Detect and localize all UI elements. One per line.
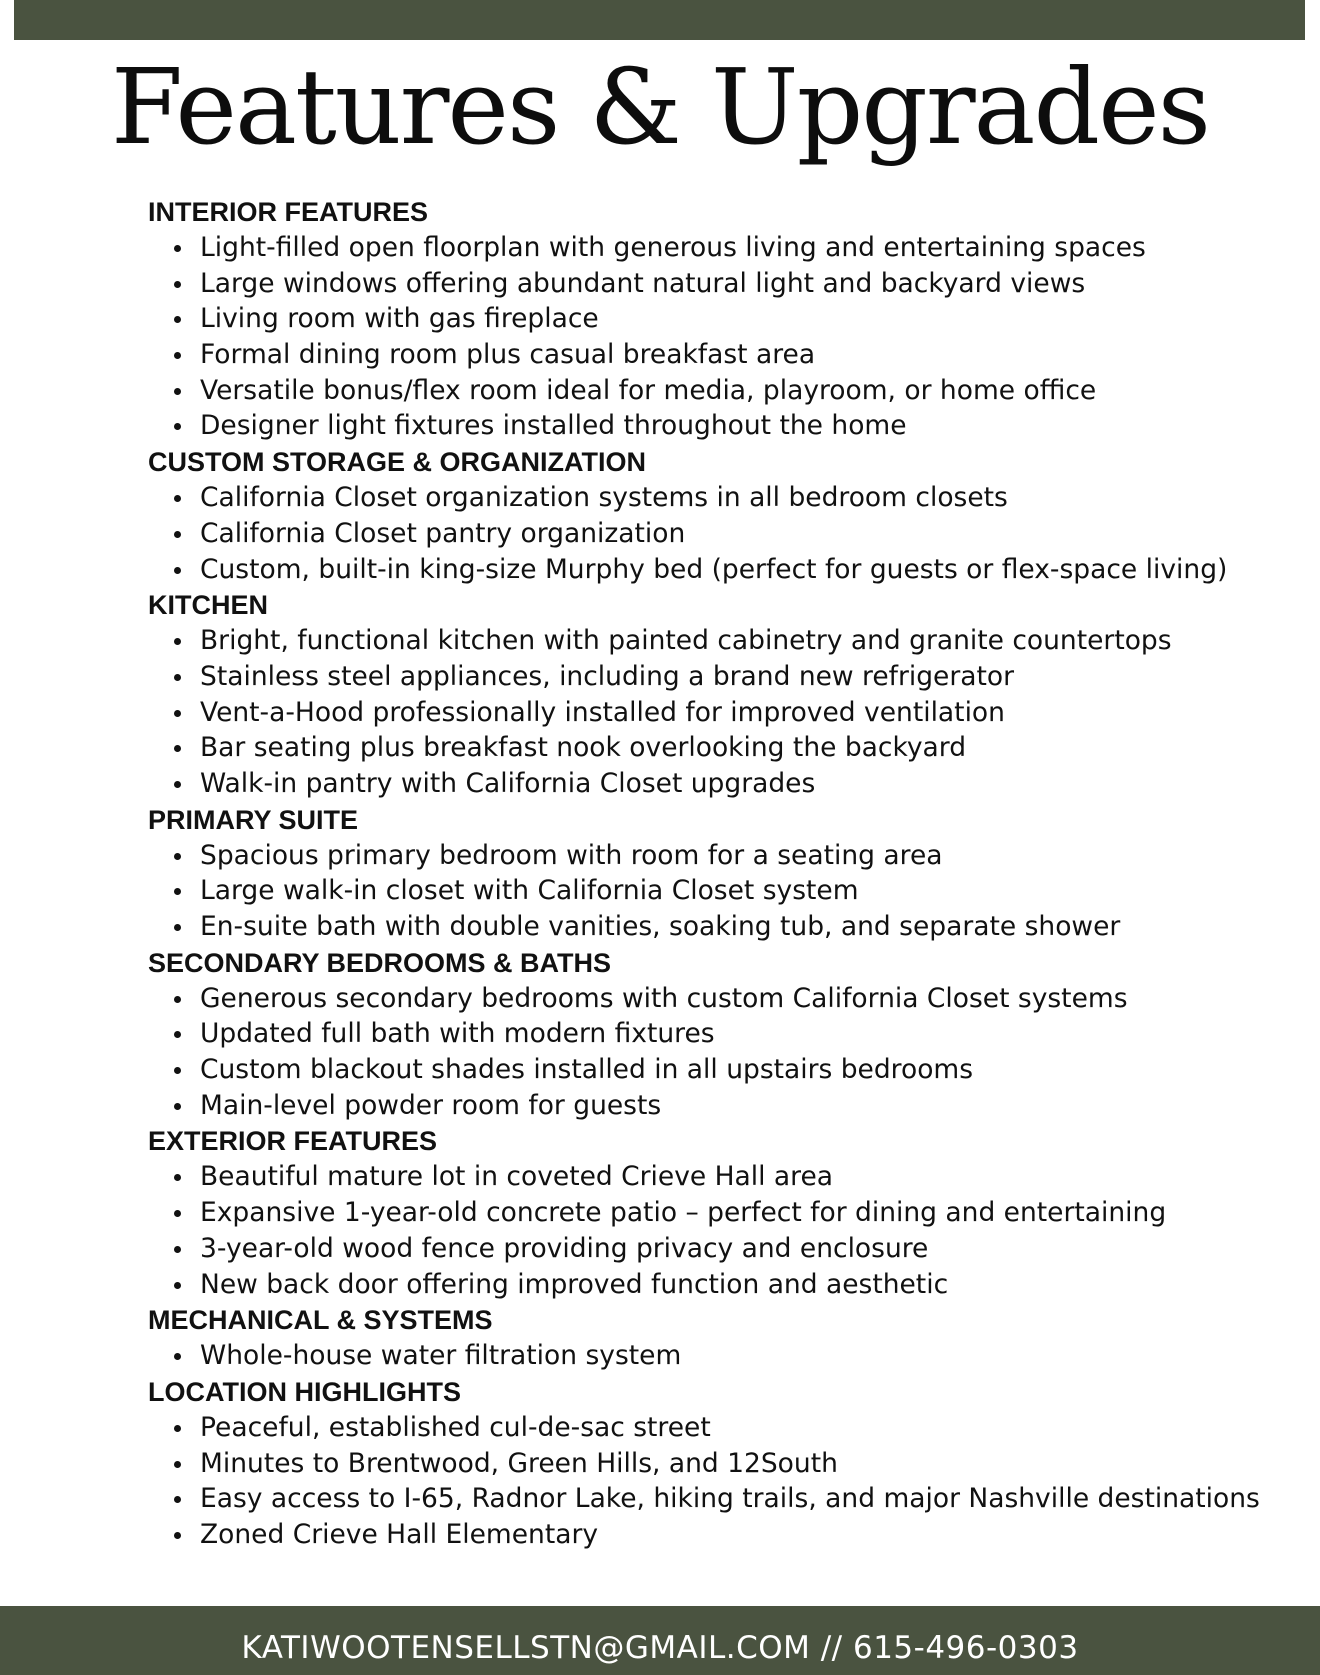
list-item: Zoned Crieve Hall Elementary bbox=[148, 1517, 1268, 1553]
list-item: Large windows offering abundant natural light and backyard views bbox=[148, 266, 1268, 302]
list-item: Main-level powder room for guests bbox=[148, 1088, 1268, 1124]
list-item: Large walk-in closet with California Closet system bbox=[148, 873, 1268, 909]
list-item: Generous secondary bedrooms with custom California Closet systems bbox=[148, 981, 1268, 1017]
section-item-list bbox=[148, 981, 1268, 1124]
footer-contact: KATIWOOTENSELLSTN@GMAIL.COM // 615-496-0303 bbox=[241, 1630, 1079, 1666]
list-item: Beautiful mature lot in coveted Crieve Hall area bbox=[148, 1159, 1268, 1195]
list-item: Vent-a-Hood professionally installed for improved ventilation bbox=[148, 695, 1268, 731]
list-item: Stainless steel appliances, including a brand new refrigerator bbox=[148, 659, 1268, 695]
section-heading: MECHANICAL & SYSTEMS bbox=[148, 1305, 493, 1336]
section-item-list bbox=[148, 480, 1268, 587]
list-item: Custom, built-in king-size Murphy bed (perfect for guests or flex-space living) bbox=[148, 552, 1268, 588]
list-item: Expansive 1-year-old concrete patio – perfect for dining and entertaining bbox=[148, 1195, 1268, 1231]
list-item: Bright, functional kitchen with painted cabinetry and granite countertops bbox=[148, 623, 1268, 659]
section-item-list bbox=[148, 623, 1268, 801]
list-item: En-suite bath with double vanities, soaking tub, and separate shower bbox=[148, 909, 1268, 945]
list-item: New back door offering improved function and aesthetic bbox=[148, 1267, 1268, 1303]
list-item: Custom blackout shades installed in all upstairs bedrooms bbox=[148, 1052, 1268, 1088]
list-item: Spacious primary bedroom with room for a seating area bbox=[148, 838, 1268, 874]
section-heading: SECONDARY BEDROOMS & BATHS bbox=[148, 947, 612, 978]
list-item: Easy access to I-65, Radnor Lake, hiking trails, and major Nashville destinations bbox=[148, 1481, 1268, 1517]
list-item: Bar seating plus breakfast nook overlooking the backyard bbox=[148, 730, 1268, 766]
list-item: Designer light fixtures installed throughout the home bbox=[148, 408, 1268, 444]
section-item-list bbox=[148, 838, 1268, 945]
section-heading: EXTERIOR FEATURES bbox=[148, 1126, 438, 1157]
list-item: California Closet pantry organization bbox=[148, 516, 1268, 552]
section-heading: KITCHEN bbox=[148, 590, 268, 621]
list-item: Peaceful, established cul-de-sac street bbox=[148, 1410, 1268, 1446]
list-item: Versatile bonus/flex room ideal for media, playroom, or home office bbox=[148, 373, 1268, 409]
page-title: Features & Upgrades bbox=[110, 46, 1210, 168]
list-item: 3-year-old wood fence providing privacy and enclosure bbox=[148, 1231, 1268, 1267]
section-heading: LOCATION HIGHLIGHTS bbox=[148, 1376, 461, 1407]
list-item: Minutes to Brentwood, Green Hills, and 12South bbox=[148, 1446, 1268, 1482]
section-heading: INTERIOR FEATURES bbox=[148, 197, 429, 227]
list-item: Living room with gas fireplace bbox=[148, 301, 1268, 337]
list-item: Whole-house water filtration system bbox=[148, 1338, 1268, 1374]
section-item-list bbox=[148, 230, 1268, 444]
list-item: Light-filled open floorplan with generous living and entertaining spaces bbox=[148, 230, 1268, 266]
section-item-list bbox=[148, 1410, 1268, 1553]
list-item: Walk-in pantry with California Closet upgrades bbox=[148, 766, 1268, 802]
features-list bbox=[148, 194, 1268, 1553]
top-decorative-band bbox=[14, 0, 1305, 40]
list-item: California Closet organization systems in all bedroom closets bbox=[148, 480, 1268, 516]
section-item-list bbox=[148, 1159, 1268, 1302]
section-item-list bbox=[148, 1338, 1268, 1374]
list-item: Updated full bath with modern fixtures bbox=[148, 1016, 1268, 1052]
list-item: Formal dining room plus casual breakfast area bbox=[148, 337, 1268, 373]
section-heading: CUSTOM STORAGE & ORGANIZATION bbox=[148, 447, 647, 478]
section-heading: PRIMARY SUITE bbox=[148, 804, 359, 835]
